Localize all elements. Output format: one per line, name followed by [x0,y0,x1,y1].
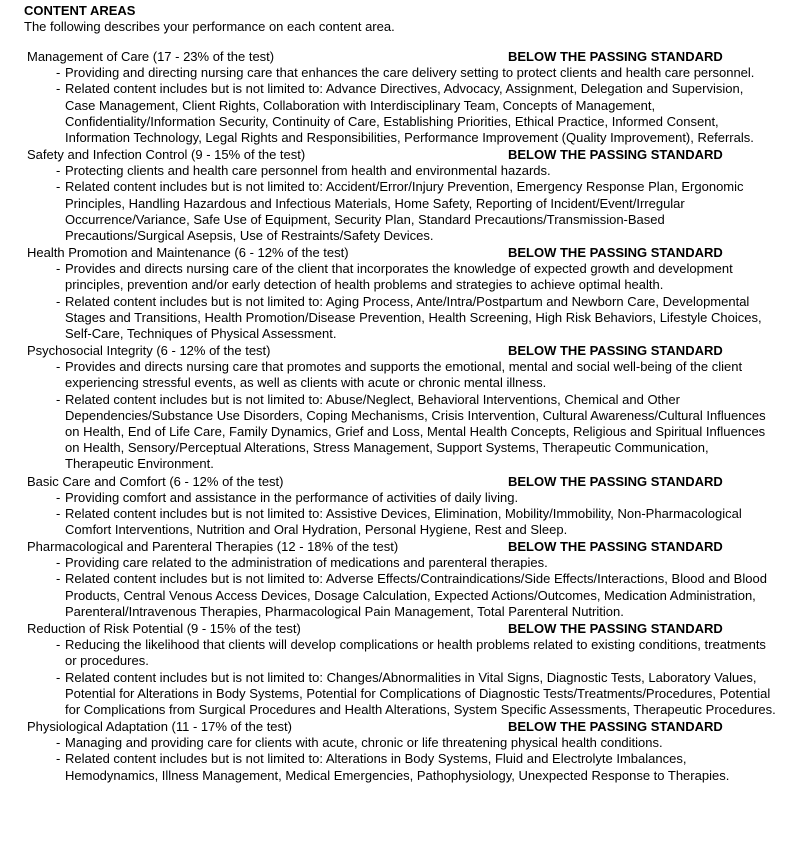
bullet-text: Protecting clients and health care personnel from health and environmental hazards. [65,163,551,179]
intro-text: The following describes your performance on each content area. [24,19,395,34]
list-item [24,81,776,146]
list-item [24,751,776,783]
list-item [24,163,776,179]
section-heading: CONTENT AREAS [24,3,136,18]
list-item [24,65,776,81]
content-area-details [24,555,776,620]
dash-bullet-marker: - [56,65,61,81]
content-area-name: Physiological Adaptation (11 - 17% of the test) [27,719,292,735]
dash-bullet-marker: - [56,81,61,97]
content-area-header [24,147,776,163]
content-area-details [24,163,776,244]
dash-bullet-marker: - [56,293,61,309]
bullet-text: Related content includes but is not limited to: Changes/Abnormalities in Vital Signs, Diagnostic Tests, Laboratory Values, Potential for Alterations in Body Systems, Potential for Complications of Diagnostic Tests/Treatments/Procedures, Potential for Complications from Surgical Procedures and Health Alterations, System Specific Assessments, Therapeutic Procedures. [65,669,776,717]
content-area-header [24,343,776,359]
list-item [24,571,776,620]
bullet-text: Providing and directing nursing care that enhances the care delivery setting to protect clients and health care personnel. [65,65,755,81]
performance-status: BELOW THE PASSING STANDARD [508,49,723,65]
content-area-name: Health Promotion and Maintenance (6 - 12% of the test) [27,245,349,261]
bullet-text: Providing care related to the administration of medications and parenteral therapies. [65,555,548,571]
performance-status: BELOW THE PASSING STANDARD [508,719,723,735]
bullet-text: Reducing the likelihood that clients will develop complications or health problems related to existing conditions, treatments or procedures. [65,637,766,669]
list-item [24,359,776,391]
content-area-header [24,474,776,490]
dash-bullet-marker: - [56,179,61,195]
dash-bullet-marker: - [56,669,61,685]
dash-bullet-marker: - [56,359,61,375]
content-area [24,539,776,620]
bullet-text: Managing and providing care for clients with acute, chronic or life threatening physical health conditions. [65,735,663,751]
content-areas-list [24,49,776,784]
list-item [24,670,776,719]
dash-bullet-marker: - [56,489,61,505]
dash-bullet-marker: - [56,261,61,277]
bullet-text: Related content includes but is not limited to: Advance Directives, Advocacy, Assignment, Delegation and Supervision, Case Management, Client Rights, Collaboration with Interdisciplinary Team, Concepts of Management, Confidentiality/Information Security, Continuity of Care, Establishing Priorities, Ethical Practice, Informed Consent, Information Technology, Legal Rights and Responsibilities, Performance Improvement (Quality Improvement), Referrals. [65,81,754,146]
bullet-text: Related content includes but is not limited to: Assistive Devices, Elimination, Mobility/Immobility, Non-Pharmacological Comfort Interventions, Nutrition and Oral Hydration, Personal Hygiene, Rest and Sleep. [65,505,742,538]
dash-bullet-marker: - [56,571,61,587]
bullet-text: Related content includes but is not limited to: Abuse/Neglect, Behavioral Interventions, Chemical and Other Dependencies/Substance Use Disorders, Coping Mechanisms, Crisis Intervention, Cultural Awareness/Cultural Influences on Health, End of Life Care, Family Dynamics, Grief and Loss, Mental Health Concepts, Religious and Spiritual Influences on Health, Sensory/Perceptual Alterations, Stress Management, Support Systems, Therapeutic Communication, Therapeutic Environment. [65,391,766,472]
list-item [24,555,776,571]
content-area-details [24,490,776,539]
content-area [24,49,776,146]
content-area [24,343,776,472]
dash-bullet-marker: - [56,751,61,767]
content-area-details [24,65,776,146]
dash-bullet-marker: - [56,735,61,751]
bullet-text: Provides and directs nursing care of the client that incorporates the knowledge of expected growth and development principles, prevention and/or early detection of health problems and strategies to achieve optimal health. [65,261,733,293]
list-item [24,506,776,538]
bullet-text: Related content includes but is not limited to: Aging Process, Ante/Intra/Postpartum and Newborn Care, Developmental Stages and Transitions, Health Promotion/Disease Prevention, Health Screening, High Risk Behaviors, Lifestyle Choices, Self-Care, Techniques of Physical Assessment. [65,293,762,342]
content-area-name: Safety and Infection Control (9 - 15% of the test) [27,147,306,163]
content-area-details [24,637,776,718]
list-item [24,490,776,506]
content-area-details [24,261,776,342]
content-area-details [24,359,776,472]
bullet-text: Related content includes but is not limited to: Alterations in Body Systems, Fluid and Electrolyte Imbalances, Hemodynamics, Illness Management, Medical Emergencies, Pathophysiology, Unexpected Response to Therapies. [65,751,730,783]
dash-bullet-marker: - [56,505,61,521]
list-item [24,294,776,343]
content-area-header [24,49,776,65]
content-area-name: Reduction of Risk Potential (9 - 15% of the test) [27,621,301,637]
list-item [24,179,776,244]
list-item [24,735,776,751]
content-area [24,245,776,342]
content-area [24,719,776,784]
performance-status: BELOW THE PASSING STANDARD [508,539,723,555]
content-area-name: Management of Care (17 - 23% of the test) [27,49,275,65]
dash-bullet-marker: - [56,163,61,179]
bullet-text: Related content includes but is not limited to: Accident/Error/Injury Prevention, Emergency Response Plan, Ergonomic Principles, Handling Hazardous and Infectious Materials, Home Safety, Reporting of Incident/Event/Irregular Occurrence/Variance, Safe Use of Equipment, Security Plan, Standard Precautions/Transmission-Based Precautions/Surgical Asepsis, Use of Restraints/Safety Devices. [65,179,744,244]
performance-status: BELOW THE PASSING STANDARD [508,147,723,163]
bullet-text: Provides and directs nursing care that promotes and supports the emotional, mental and social well-being of the client experiencing stressful events, as well as clients with acute or chronic mental illness. [65,359,743,391]
list-item [24,637,776,669]
content-area-details [24,735,776,784]
bullet-text: Providing comfort and assistance in the performance of activities of daily living. [65,489,519,505]
content-area [24,147,776,244]
performance-status: BELOW THE PASSING STANDARD [508,473,723,489]
content-area-header [24,621,776,637]
list-item [24,261,776,293]
content-area-header [24,539,776,555]
performance-status: BELOW THE PASSING STANDARD [508,245,723,261]
content-area-header [24,719,776,735]
performance-status: BELOW THE PASSING STANDARD [508,621,723,637]
bullet-text: Related content includes but is not limited to: Adverse Effects/Contraindications/Side Effects/Interactions, Blood and Blood Products, Central Venous Access Devices, Dosage Calculation, Expected Actions/Outcomes, Medication Administration, Parenteral/Intravenous Therapies, Pharmacological Pain Management, Total Parenteral Nutrition. [65,571,767,619]
dash-bullet-marker: - [56,637,61,653]
content-area [24,474,776,539]
performance-status: BELOW THE PASSING STANDARD [508,343,723,359]
content-area-name: Psychosocial Integrity (6 - 12% of the test) [27,343,271,359]
list-item [24,392,776,473]
content-area-name: Pharmacological and Parenteral Therapies (12 - 18% of the test) [27,539,399,555]
dash-bullet-marker: - [56,391,61,407]
content-area-header [24,245,776,261]
content-area [24,621,776,718]
dash-bullet-marker: - [56,555,61,571]
content-area-name: Basic Care and Comfort (6 - 12% of the test) [27,473,284,489]
